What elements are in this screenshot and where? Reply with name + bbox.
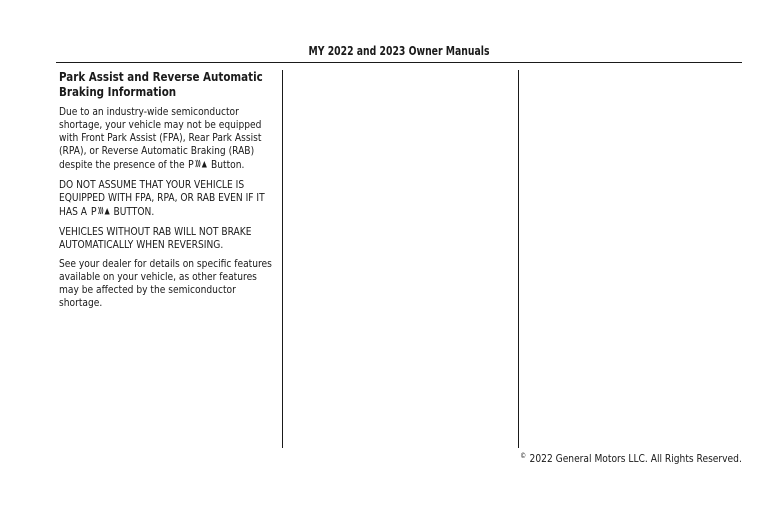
paragraph-shortage-text: Due to an industry-wide semiconductor shortage, your vehicle may not be equipped with Front Park Assist (FPA), Rear Park Assist (RPA), or Reverse Automatic Braking (RAB) despite the presence of the [59,106,262,171]
section-heading [59,70,274,100]
column-divider-right [518,70,519,448]
paragraph-warning-assume-tail: BUTTON. [113,206,155,218]
paragraph-dealer: See your dealer for details on specific features available on your vehicle, as other features may be affected by the semiconductor shortage. [59,258,272,309]
section-heading-line2: Braking Information [59,85,177,99]
park-assist-icon [188,158,207,173]
content-column-left [59,70,274,316]
svg-text:P: P [188,158,195,169]
header-rule [56,62,742,63]
page-title: MY 2022 and 2023 Owner Manuals [308,44,490,58]
section-heading-line1: Park Assist and Reverse Automatic [59,70,263,84]
paragraph-warning-assume [59,179,274,220]
copyright-footer [520,452,742,465]
paragraph-shortage-tail: Button. [211,159,245,171]
copyright-text: 2022 General Motors LLC. All Rights Reserved. [529,453,742,465]
paragraph-shortage [59,106,274,173]
copyright-symbol: © [520,452,527,460]
paragraph-warning-assume-text: DO NOT ASSUME THAT YOUR VEHICLE IS EQUIPPED WITH FPA, RPA, OR RAB EVEN IF IT HAS A [59,179,265,218]
svg-text:P: P [90,205,97,216]
park-assist-icon [91,205,110,220]
paragraph-warning-rab: VEHICLES WITHOUT RAB WILL NOT BRAKE AUTOMATICALLY WHEN REVERSING. [59,226,252,251]
column-divider-left [282,70,283,448]
